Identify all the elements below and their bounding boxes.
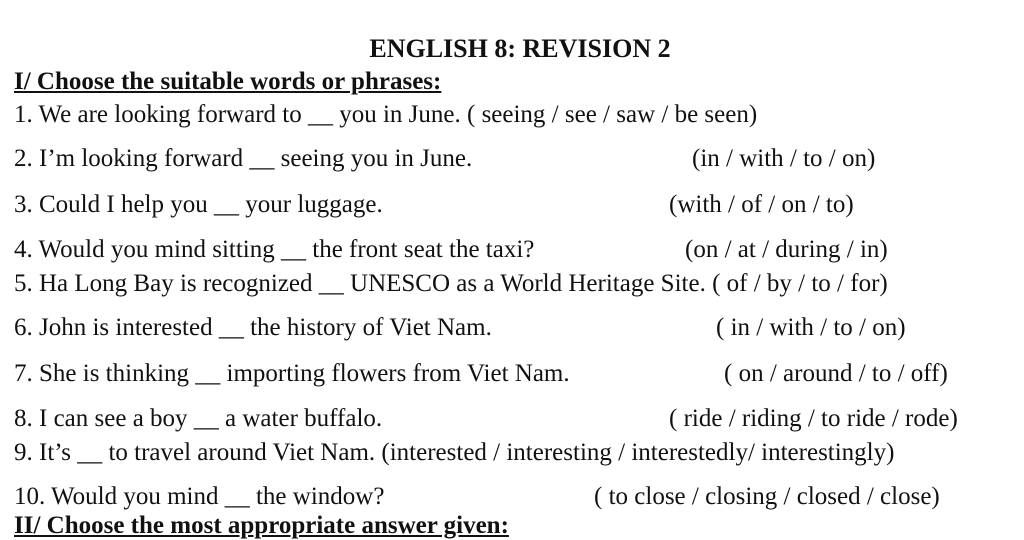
question-7-options: ( on / around / to / off)	[724, 360, 948, 387]
page-title: ENGLISH 8: REVISION 2	[369, 34, 671, 63]
question-6: 6. John is interested __ the history of Viet Nam.	[14, 314, 492, 341]
question-3: 3. Could I help you __ your luggage.	[14, 191, 383, 218]
question-8: 8. I can see a boy __ a water buffalo.	[14, 405, 383, 432]
question-3-options: (with / of / on / to)	[669, 191, 854, 218]
question-10-options: ( to close / closing / closed / close)	[594, 483, 940, 510]
question-4-options: (on / at / during / in)	[685, 236, 888, 263]
question-10: 10. Would you mind __ the window?	[14, 483, 385, 510]
question-8-options: ( ride / riding / to ride / rode)	[669, 405, 958, 432]
section-heading: I/ Choose the suitable words or phrases:	[14, 68, 442, 95]
question-6-options: ( in / with / to / on)	[716, 314, 906, 341]
question-7: 7. She is thinking __ importing flowers from Viet Nam.	[14, 360, 570, 387]
question-2-options: (in / with / to / on)	[692, 145, 876, 172]
question-4: 4. Would you mind sitting __ the front seat the taxi?	[14, 236, 535, 263]
question-1: 1. We are looking forward to __ you in June. ( seeing / see / saw / be seen)	[14, 101, 758, 128]
question-2: 2. I’m looking forward __ seeing you in June.	[14, 145, 473, 172]
question-9: 9. It’s __ to travel around Viet Nam. (interested / interesting / interestedly/ interestingly)	[14, 439, 895, 466]
question-5: 5. Ha Long Bay is recognized __ UNESCO as a World Heritage Site. ( of / by / to / for)	[14, 270, 888, 297]
next-section-heading-cropped: II/ Choose the most appropriate answer given:	[14, 512, 509, 539]
